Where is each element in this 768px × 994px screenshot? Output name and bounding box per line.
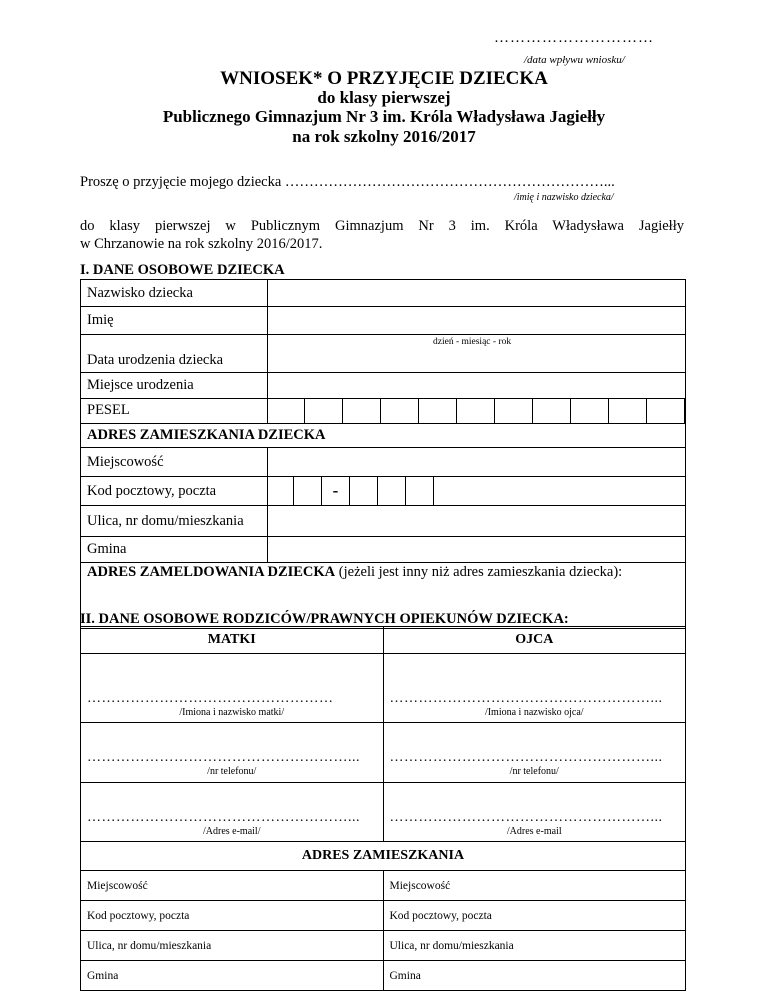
- section-1-heading: I. DANE OSOBOWE DZIECKA: [80, 262, 285, 278]
- mother-column-header: MATKI: [81, 627, 384, 654]
- birth-place-label: Miejsce urodzenia: [81, 373, 268, 399]
- form-subtitle-school: Publicznego Gimnazjum Nr 3 im. Króla Władysława Jagiełły: [162, 107, 606, 126]
- mother-email-hint: /Adres e-mail/: [203, 826, 261, 837]
- mother-name-field[interactable]: [81, 654, 384, 723]
- section-2-heading: II. DANE OSOBOWE RODZICÓW/PRAWNYCH OPIEKUNÓW DZIECKA:: [80, 611, 569, 627]
- child-postal-label: Kod pocztowy, poczta: [81, 477, 268, 506]
- pesel-label: PESEL: [81, 398, 268, 424]
- father-postal-field[interactable]: [383, 901, 686, 931]
- parents-address-heading: ADRES ZAMIESZKANIA: [81, 842, 686, 871]
- child-postal-field[interactable]: [268, 477, 686, 506]
- child-commune-field[interactable]: [268, 537, 686, 563]
- father-phone-field[interactable]: [383, 723, 686, 783]
- mother-street-field[interactable]: [81, 931, 384, 961]
- father-street-label: Ulica, nr domu/mieszkania: [389, 939, 514, 952]
- pesel-digit-box[interactable]: [342, 399, 380, 423]
- first-name-field[interactable]: [268, 307, 686, 335]
- father-city-label: Miejscowość: [389, 879, 451, 892]
- postal-digit-box[interactable]: [405, 477, 433, 505]
- registration-heading: ADRES ZAMELDOWANIA DZIECKA: [87, 563, 336, 580]
- father-name-field[interactable]: [383, 654, 686, 723]
- date-received-dots[interactable]: …………………………: [494, 30, 654, 46]
- child-street-field[interactable]: [268, 506, 686, 537]
- child-name-hint: /imię i nazwisko dziecka/: [514, 192, 614, 203]
- child-commune-label: Gmina: [81, 537, 268, 563]
- birth-date-field[interactable]: [268, 335, 686, 373]
- father-name-hint: /Imiona i nazwisko ojca/: [484, 707, 584, 718]
- father-city-field[interactable]: [383, 871, 686, 901]
- birth-date-hint: dzień - miesiąc - rok: [433, 337, 512, 347]
- pesel-field[interactable]: [268, 398, 686, 424]
- father-email-dots[interactable]: ………………………………………………...: [389, 810, 663, 825]
- child-city-label: Miejscowość: [81, 448, 268, 477]
- postal-digit-box[interactable]: [293, 477, 321, 505]
- postal-digit-box[interactable]: [377, 477, 405, 505]
- surname-label: Nazwisko dziecka: [81, 280, 268, 307]
- mother-name-dots[interactable]: ……………………………………………: [87, 691, 334, 706]
- pesel-digit-box[interactable]: [532, 399, 570, 423]
- mother-postal-label: Kod pocztowy, poczta: [87, 909, 190, 922]
- postal-dash: -: [321, 477, 349, 505]
- mother-email-dots[interactable]: ………………………………………………...: [87, 810, 360, 825]
- postal-digit-box[interactable]: [349, 477, 377, 505]
- child-data-table: [80, 279, 686, 629]
- form-title: WNIOSEK* O PRZYJĘCIE DZIECKA: [220, 68, 548, 89]
- child-city-field[interactable]: [268, 448, 686, 477]
- child-address-heading: ADRES ZAMIESZKANIA DZIECKA: [81, 424, 686, 448]
- father-commune-label: Gmina: [389, 969, 421, 982]
- child-street-label: Ulica, nr domu/mieszkania: [81, 506, 268, 537]
- form-subtitle-year: na rok szkolny 2016/2017: [292, 127, 476, 146]
- form-subtitle-class: do klasy pierwszej: [317, 88, 451, 107]
- birth-date-label: Data urodzenia dziecka: [81, 335, 268, 373]
- parents-data-table: [80, 626, 686, 991]
- father-phone-dots[interactable]: ………………………………………………...: [389, 750, 663, 765]
- request-paragraph: [80, 217, 684, 253]
- father-commune-field[interactable]: [383, 961, 686, 991]
- mother-name-hint: /Imiona i nazwisko matki/: [179, 707, 285, 718]
- pesel-digit-box[interactable]: [646, 399, 684, 423]
- surname-field[interactable]: [268, 280, 686, 307]
- mother-postal-field[interactable]: [81, 901, 384, 931]
- mother-street-label: Ulica, nr domu/mieszkania: [87, 939, 212, 952]
- father-street-field[interactable]: [383, 931, 686, 961]
- mother-commune-field[interactable]: [81, 961, 384, 991]
- father-phone-hint: /nr telefonu/: [509, 766, 559, 777]
- father-column-header: OJCA: [383, 627, 686, 654]
- father-name-dots[interactable]: ………………………………………………...: [389, 691, 663, 706]
- pesel-digit-box[interactable]: [304, 399, 342, 423]
- request-sentence[interactable]: Proszę o przyjęcie mojego dziecka …………………………………………………………...: [80, 174, 615, 190]
- paragraph-line-2: w Chrzanowie na rok szkolny 2016/2017.: [80, 236, 323, 252]
- date-received-label: /data wpływu wniosku/: [524, 54, 625, 66]
- mother-phone-hint: /nr telefonu/: [207, 766, 257, 777]
- first-name-label: Imię: [81, 307, 268, 335]
- mother-commune-label: Gmina: [87, 969, 119, 982]
- mother-phone-dots[interactable]: ………………………………………………...: [87, 750, 360, 765]
- pesel-digit-box[interactable]: [380, 399, 418, 423]
- mother-email-field[interactable]: [81, 783, 384, 842]
- father-postal-label: Kod pocztowy, poczta: [389, 909, 492, 922]
- pesel-digit-box[interactable]: [456, 399, 494, 423]
- pesel-digit-box[interactable]: [494, 399, 532, 423]
- mother-city-label: Miejscowość: [87, 879, 148, 892]
- mother-phone-field[interactable]: [81, 723, 384, 783]
- paragraph-line-1: do klasy pierwszej w Publicznym Gimnazjum Nr 3 im. Króla Władysława Jagiełły: [80, 218, 684, 234]
- pesel-digit-box[interactable]: [608, 399, 646, 423]
- pesel-digit-box[interactable]: [418, 399, 456, 423]
- mother-city-field[interactable]: [81, 871, 384, 901]
- father-email-field[interactable]: [383, 783, 686, 842]
- pesel-digit-box[interactable]: [684, 399, 685, 423]
- pesel-digit-box[interactable]: [570, 399, 608, 423]
- father-email-hint: /Adres e-mail: [506, 826, 562, 837]
- birth-place-field[interactable]: [268, 373, 686, 399]
- registration-note: (jeżeli jest inny niż adres zamieszkania dziecka):: [335, 563, 623, 580]
